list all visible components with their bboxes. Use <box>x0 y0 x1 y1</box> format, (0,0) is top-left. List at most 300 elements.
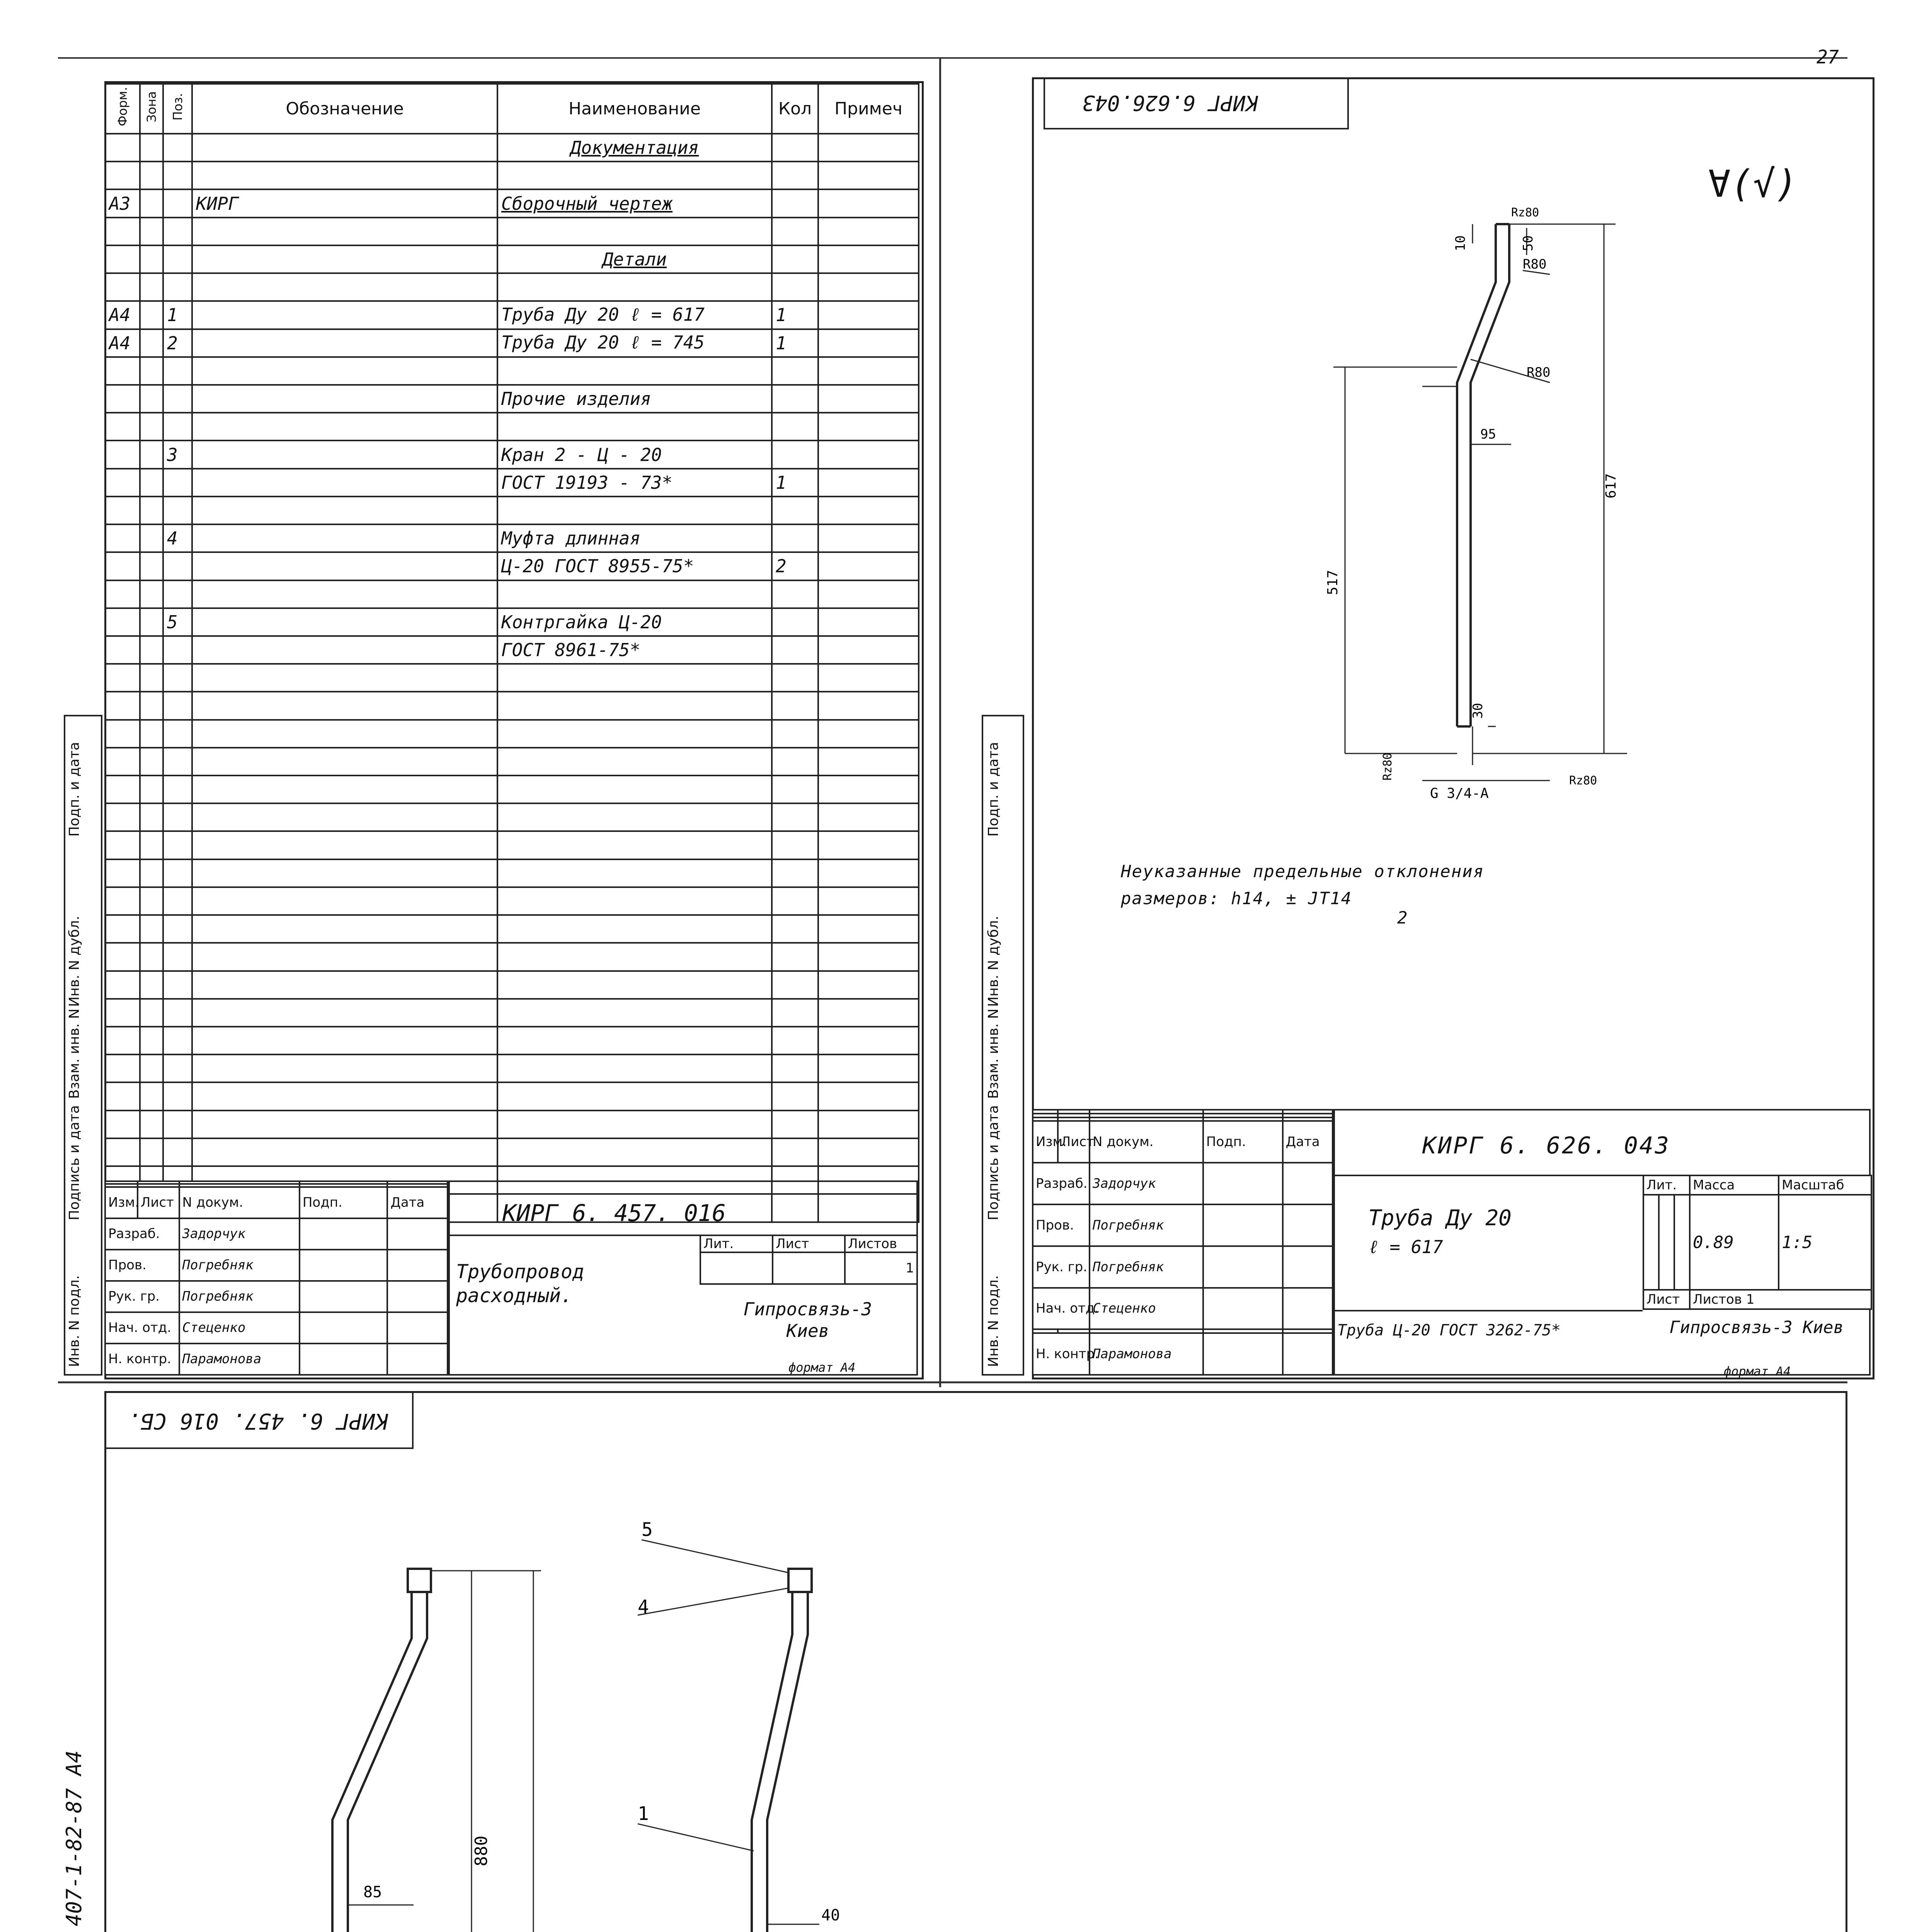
spec-cell-designation <box>192 580 497 608</box>
sheet1-code: КИРГ 6. 457. 016 <box>502 1200 726 1227</box>
spec-cell-designation <box>192 162 497 189</box>
spec-cell-zone <box>140 497 163 524</box>
spec-cell-note <box>818 580 919 608</box>
spec-cell-zone <box>140 831 163 859</box>
spec-cell-note <box>818 162 919 189</box>
spec-cell-note <box>818 803 919 831</box>
spec-cell-pos <box>163 943 192 971</box>
spec-cell-pos <box>163 887 192 915</box>
tb1-rukgr-name: Погребняк <box>179 1281 300 1312</box>
spec-cell-pos <box>163 189 192 217</box>
spec-cell-name <box>497 720 772 748</box>
spec-cell-name <box>497 999 772 1027</box>
spec-cell-qty <box>772 776 818 803</box>
spec-cell-designation <box>192 803 497 831</box>
spec-cell-note <box>818 357 919 385</box>
col-note: Примеч <box>818 84 919 134</box>
spec-cell-note <box>818 552 919 580</box>
dim-thread: G 3/4-A <box>1430 786 1489 801</box>
spec-cell-zone <box>140 357 163 385</box>
tb1-nkontr-name: Парамонова <box>179 1344 300 1375</box>
spec-row <box>105 189 919 217</box>
spec-cell-note <box>818 859 919 887</box>
spec-cell-note <box>818 887 919 915</box>
spec-cell-designation <box>192 692 497 719</box>
spec-cell-zone <box>140 803 163 831</box>
spec-cell-format <box>105 469 140 497</box>
spec-cell-format <box>105 218 140 245</box>
spec-cell-designation <box>192 385 497 413</box>
spec-cell-name <box>497 497 772 524</box>
col-qty: Кол <box>772 84 818 134</box>
spec-cell-format <box>105 776 140 803</box>
sheet1-org: Гипросвязь-3 Киев <box>743 1299 872 1341</box>
tb1-list: Лист <box>138 1187 179 1218</box>
spec-cell-zone <box>140 580 163 608</box>
spec-row <box>105 329 919 357</box>
spec-cell-name <box>497 915 772 943</box>
tb1-nachotd-name: Стеценко <box>179 1312 300 1344</box>
sheet2-tb-hline2 <box>1333 1310 1643 1311</box>
spec-cell-note <box>818 1082 919 1110</box>
spec-cell-name: Детали <box>497 245 772 273</box>
spec-cell-note <box>818 273 919 301</box>
tb1-podp: Подп. <box>300 1187 387 1218</box>
spec-cell-zone <box>140 999 163 1027</box>
tb1-nachotd: Нач. отд. <box>105 1312 179 1344</box>
spec-cell-note <box>818 245 919 273</box>
spec-cell-note <box>818 776 919 803</box>
spec-cell-qty <box>772 692 818 719</box>
spec-cell-zone <box>140 162 163 189</box>
spec-cell-designation: КИРГ <box>192 189 497 217</box>
sheet3-doc-number: 407-1-82-87 А4 <box>62 1750 86 1927</box>
spec-cell-pos: 4 <box>163 524 192 552</box>
spec-cell-qty <box>772 218 818 245</box>
spec-cell-note <box>818 329 919 357</box>
spec-row <box>105 859 919 887</box>
spec-row <box>105 915 919 943</box>
spec-cell-zone <box>140 273 163 301</box>
spec-cell-zone <box>140 776 163 803</box>
spec-cell-pos <box>163 580 192 608</box>
sheet1-titleblock-left <box>104 1180 448 1376</box>
col-pos: Поз. <box>163 84 192 134</box>
spec-cell-format <box>105 999 140 1027</box>
spec-cell-name: ГОСТ 8961-75* <box>497 636 772 664</box>
spec-row <box>105 162 919 189</box>
spec-cell-name <box>497 580 772 608</box>
spec-cell-format <box>105 1027 140 1054</box>
spec-cell-designation <box>192 329 497 357</box>
spec-cell-qty <box>772 245 818 273</box>
spec-cell-name <box>497 776 772 803</box>
spec-cell-designation <box>192 357 497 385</box>
spec-cell-zone <box>140 469 163 497</box>
spec-row <box>105 524 919 552</box>
spec-cell-qty <box>772 162 818 189</box>
sheet2-org: Гипросвязь-3 Киев <box>1669 1318 1844 1337</box>
stamp-podp-1: Подп. и дата <box>66 742 82 837</box>
spec-cell-zone <box>140 218 163 245</box>
spec-row <box>105 497 919 524</box>
dim-85: 85 <box>363 1883 382 1901</box>
spec-cell-pos: 3 <box>163 440 192 468</box>
sheet2-titleblock-left: Изм. Лист N докум. Подп. Дата Разраб. Задорчук Пров. Погребняк Рук. гр. Погребняк Нач. отд. Стеценко Н. контр. Парамонова <box>1032 1109 1333 1376</box>
spec-cell-designation <box>192 469 497 497</box>
callout-4: 4 <box>638 1596 649 1618</box>
spec-cell-format <box>105 720 140 748</box>
spec-cell-zone <box>140 1027 163 1054</box>
spec-cell-format <box>105 636 140 664</box>
spec-cell-zone <box>140 245 163 273</box>
dim-30: 30 <box>1470 703 1486 719</box>
spec-cell-note <box>818 134 919 162</box>
spec-row <box>105 887 919 915</box>
spec-cell-note <box>818 218 919 245</box>
spec-row <box>105 580 919 608</box>
spec-table <box>104 83 919 1223</box>
spec-cell-format: А3 <box>105 189 140 217</box>
spec-row <box>105 999 919 1027</box>
spec-cell-pos <box>163 552 192 580</box>
tb1-razrab: Разраб. <box>105 1218 179 1250</box>
spec-row <box>105 692 919 719</box>
tb2-ndokum: N докум. <box>1090 1121 1203 1163</box>
spec-cell-pos <box>163 1111 192 1138</box>
spec-cell-qty: 1 <box>772 469 818 497</box>
spec-row <box>105 1111 919 1138</box>
spec-row <box>105 720 919 748</box>
tb1-data: Дата <box>387 1187 448 1218</box>
dim-517: 517 <box>1325 570 1341 595</box>
spec-cell-zone <box>140 664 163 692</box>
spec-cell-qty <box>772 915 818 943</box>
dim-rz80-top: Rz80 <box>1511 206 1539 219</box>
spec-cell-qty <box>772 748 818 776</box>
spec-row <box>105 469 919 497</box>
spec-cell-zone <box>140 1138 163 1166</box>
dim-50: 50 <box>1520 235 1536 251</box>
spec-cell-name <box>497 1027 772 1054</box>
spec-cell-pos <box>163 636 192 664</box>
spec-row <box>105 1027 919 1054</box>
tb2-izm: Изм. <box>1033 1121 1058 1163</box>
sheet2-massa: 0.89 <box>1690 1195 1779 1290</box>
sheet2-title-1: Труба Ду 20 <box>1368 1206 1512 1231</box>
tb2-data: Дата <box>1283 1121 1333 1163</box>
spec-row <box>105 552 919 580</box>
spec-cell-name: Документация <box>497 134 772 162</box>
callout-5: 5 <box>642 1519 653 1541</box>
sheet2-material: Труба Ц-20 ГОСТ 3262-75* <box>1337 1321 1561 1339</box>
spec-row <box>105 273 919 301</box>
spec-cell-format <box>105 440 140 468</box>
sheet1-title: Трубопровод расходный. <box>456 1260 584 1307</box>
dim-880: 880 <box>472 1835 491 1866</box>
tb2-list: Лист <box>1058 1121 1090 1163</box>
spec-cell-designation <box>192 1138 497 1166</box>
spec-cell-note <box>818 497 919 524</box>
spec-cell-designation <box>192 301 497 329</box>
sheet2-masshtab: 1:5 <box>1779 1195 1871 1290</box>
spec-row <box>105 803 919 831</box>
spec-cell-name <box>497 664 772 692</box>
spec-cell-format: А4 <box>105 329 140 357</box>
spec-cell-format <box>105 413 140 440</box>
spec-cell-note <box>818 608 919 636</box>
spec-cell-name <box>497 887 772 915</box>
spec-cell-note <box>818 301 919 329</box>
spec-cell-designation <box>192 608 497 636</box>
spec-cell-note <box>818 1111 919 1138</box>
spec-cell-format <box>105 831 140 859</box>
center-divider <box>939 58 941 1387</box>
spec-row <box>105 636 919 664</box>
spec-cell-qty <box>772 440 818 468</box>
spec-cell-zone <box>140 1111 163 1138</box>
spec-cell-name: Муфта длинная <box>497 524 772 552</box>
tb1-rukgr: Рук. гр. <box>105 1281 179 1312</box>
spec-row <box>105 971 919 999</box>
spec-cell-format <box>105 971 140 999</box>
spec-cell-pos <box>163 748 192 776</box>
spec-cell-name <box>497 1082 772 1110</box>
spec-cell-designation <box>192 720 497 748</box>
spec-cell-note <box>818 469 919 497</box>
spec-cell-designation <box>192 552 497 580</box>
sheet2-note-line2: размеров: h14, ± JT14 <box>1121 889 1352 908</box>
spec-cell-format <box>105 915 140 943</box>
sheet1-format: формат А4 <box>788 1360 856 1375</box>
spec-cell-qty: 2 <box>772 552 818 580</box>
spec-row <box>105 245 919 273</box>
spec-cell-note <box>818 385 919 413</box>
spec-row <box>105 440 919 468</box>
spec-cell-qty <box>772 608 818 636</box>
spec-cell-format <box>105 385 140 413</box>
spec-cell-qty <box>772 189 818 217</box>
assembly-left-view <box>317 1569 431 1932</box>
spec-cell-qty <box>772 1111 818 1138</box>
spec-cell-note <box>818 664 919 692</box>
spec-cell-name <box>497 218 772 245</box>
spec-cell-pos <box>163 162 192 189</box>
spec-cell-name: Прочие изделия <box>497 385 772 413</box>
spec-cell-pos <box>163 720 192 748</box>
spec-cell-note <box>818 189 919 217</box>
spec-cell-name: Контргайка Ц-20 <box>497 608 772 636</box>
spec-cell-qty <box>772 1082 818 1110</box>
spec-cell-designation <box>192 273 497 301</box>
spec-cell-qty <box>772 497 818 524</box>
spec-cell-designation <box>192 859 497 887</box>
col-format: Форм. <box>105 84 140 134</box>
stamp-dubl-1: Инв. N дубл. <box>66 916 82 1007</box>
spec-cell-qty <box>772 273 818 301</box>
spec-cell-pos <box>163 1027 192 1054</box>
spec-cell-name <box>497 162 772 189</box>
spec-cell-qty <box>772 134 818 162</box>
spec-cell-qty <box>772 357 818 385</box>
spec-cell-format <box>105 552 140 580</box>
spec-cell-qty <box>772 413 818 440</box>
spec-cell-format <box>105 162 140 189</box>
spec-cell-name: Кран 2 - Ц - 20 <box>497 440 772 468</box>
spec-cell-format <box>105 273 140 301</box>
spec-cell-note <box>818 915 919 943</box>
spec-cell-zone <box>140 971 163 999</box>
dim-r80-mid: R80 <box>1527 365 1551 380</box>
col-zone: Зона <box>140 84 163 134</box>
spec-cell-designation <box>192 413 497 440</box>
spec-cell-note <box>818 720 919 748</box>
spec-cell-pos <box>163 859 192 887</box>
assembly-right-view <box>719 1569 812 1932</box>
page-number: 27 <box>1817 46 1839 68</box>
spec-cell-note <box>818 831 919 859</box>
dim-rz80-left: Rz80 <box>1381 752 1394 781</box>
spec-cell-qty <box>772 999 818 1027</box>
spec-cell-pos <box>163 273 192 301</box>
spec-cell-qty <box>772 385 818 413</box>
tb1-prov-name: Погребняк <box>179 1250 300 1281</box>
spec-cell-designation <box>192 943 497 971</box>
spec-cell-pos: 2 <box>163 329 192 357</box>
spec-cell-designation <box>192 524 497 552</box>
spec-cell-qty <box>772 971 818 999</box>
tb1-prov: Пров. <box>105 1250 179 1281</box>
spec-cell-qty <box>772 636 818 664</box>
spec-cell-note <box>818 1054 919 1082</box>
middle-divider <box>58 1381 1847 1383</box>
spec-cell-note <box>818 1027 919 1054</box>
spec-cell-qty <box>772 720 818 748</box>
spec-cell-name <box>497 943 772 971</box>
stamp-podpis-1: Подпись и дата <box>66 1105 82 1221</box>
pipe-outline <box>1457 224 1509 726</box>
spec-row <box>105 831 919 859</box>
sheet1-tb-lit: Лит. Лист Листов 1 <box>700 1235 918 1285</box>
sheet2-pipe-drawing <box>1256 201 1720 866</box>
spec-cell-pos: 5 <box>163 608 192 636</box>
spec-cell-pos <box>163 999 192 1027</box>
dim-rz80-right: Rz80 <box>1569 774 1597 787</box>
spec-cell-zone <box>140 385 163 413</box>
tb1-ndokum: N докум. <box>179 1187 300 1218</box>
spec-cell-pos <box>163 776 192 803</box>
spec-cell-zone <box>140 636 163 664</box>
spec-cell-name: Труба Ду 20 ℓ = 745 <box>497 329 772 357</box>
spec-cell-qty <box>772 1054 818 1082</box>
spec-cell-note <box>818 636 919 664</box>
spec-cell-pos <box>163 1082 192 1110</box>
spec-cell-note <box>818 943 919 971</box>
spec-cell-name <box>497 413 772 440</box>
spec-cell-name <box>497 831 772 859</box>
tb1-razrab-name: Задорчук <box>179 1218 300 1250</box>
spec-cell-designation <box>192 497 497 524</box>
spec-cell-designation <box>192 999 497 1027</box>
sheet2-code-rotated: КИРГ 6.626.043 <box>1082 91 1258 115</box>
stamp-inv-podl-1: Инв. N подл. <box>66 1275 82 1367</box>
spec-row <box>105 357 919 385</box>
spec-cell-format <box>105 134 140 162</box>
spec-cell-pos <box>163 664 192 692</box>
spec-cell-format <box>105 1082 140 1110</box>
spec-cell-zone <box>140 440 163 468</box>
dim-617: 617 <box>1603 473 1619 498</box>
col-designation: Обозначение <box>192 84 497 134</box>
spec-row <box>105 1138 919 1166</box>
spec-row <box>105 413 919 440</box>
spec-cell-qty <box>772 664 818 692</box>
spec-cell-pos <box>163 831 192 859</box>
spec-cell-pos <box>163 1054 192 1082</box>
spec-cell-designation <box>192 1082 497 1110</box>
spec-cell-note <box>818 413 919 440</box>
sheet2-note-frac: 2 <box>1397 908 1408 928</box>
spec-cell-designation <box>192 636 497 664</box>
spec-row <box>105 1082 919 1110</box>
spec-cell-designation <box>192 664 497 692</box>
spec-cell-pos <box>163 469 192 497</box>
spec-cell-pos <box>163 971 192 999</box>
spec-cell-pos <box>163 497 192 524</box>
spec-row <box>105 608 919 636</box>
spec-cell-pos <box>163 357 192 385</box>
spec-cell-zone <box>140 720 163 748</box>
spec-cell-format <box>105 1111 140 1138</box>
spec-cell-zone <box>140 413 163 440</box>
spec-cell-designation <box>192 971 497 999</box>
spec-cell-pos <box>163 134 192 162</box>
spec-cell-qty <box>772 580 818 608</box>
spec-cell-qty <box>772 943 818 971</box>
spec-cell-format <box>105 803 140 831</box>
spec-cell-designation <box>192 831 497 859</box>
spec-cell-qty: 1 <box>772 301 818 329</box>
sheet2-format: формат А4 <box>1724 1364 1791 1379</box>
dim-95: 95 <box>1480 427 1496 442</box>
spec-cell-zone <box>140 1082 163 1110</box>
spec-cell-designation <box>192 440 497 468</box>
spec-cell-qty <box>772 1027 818 1054</box>
spec-cell-note <box>818 692 919 719</box>
spec-cell-format <box>105 859 140 887</box>
spec-row <box>105 134 919 162</box>
spec-row <box>105 943 919 971</box>
callout-1: 1 <box>638 1803 649 1825</box>
spec-cell-qty <box>772 803 818 831</box>
tb1-izm: Изм. <box>105 1187 138 1218</box>
spec-cell-name: Труба Ду 20 ℓ = 617 <box>497 301 772 329</box>
spec-cell-designation <box>192 1027 497 1054</box>
spec-cell-name <box>497 357 772 385</box>
sheet2-tb-lit: Лит. Масса Масштаб 0.89 1:5 Лист Листов 1 <box>1643 1175 1872 1310</box>
spec-cell-designation <box>192 748 497 776</box>
spec-row <box>105 385 919 413</box>
spec-header-row <box>105 84 919 134</box>
spec-cell-qty <box>772 887 818 915</box>
spec-cell-designation <box>192 915 497 943</box>
spec-cell-name <box>497 859 772 887</box>
spec-cell-qty <box>772 859 818 887</box>
spec-cell-format <box>105 357 140 385</box>
spec-cell-name <box>497 748 772 776</box>
spec-cell-zone <box>140 887 163 915</box>
spec-cell-format <box>105 1138 140 1166</box>
